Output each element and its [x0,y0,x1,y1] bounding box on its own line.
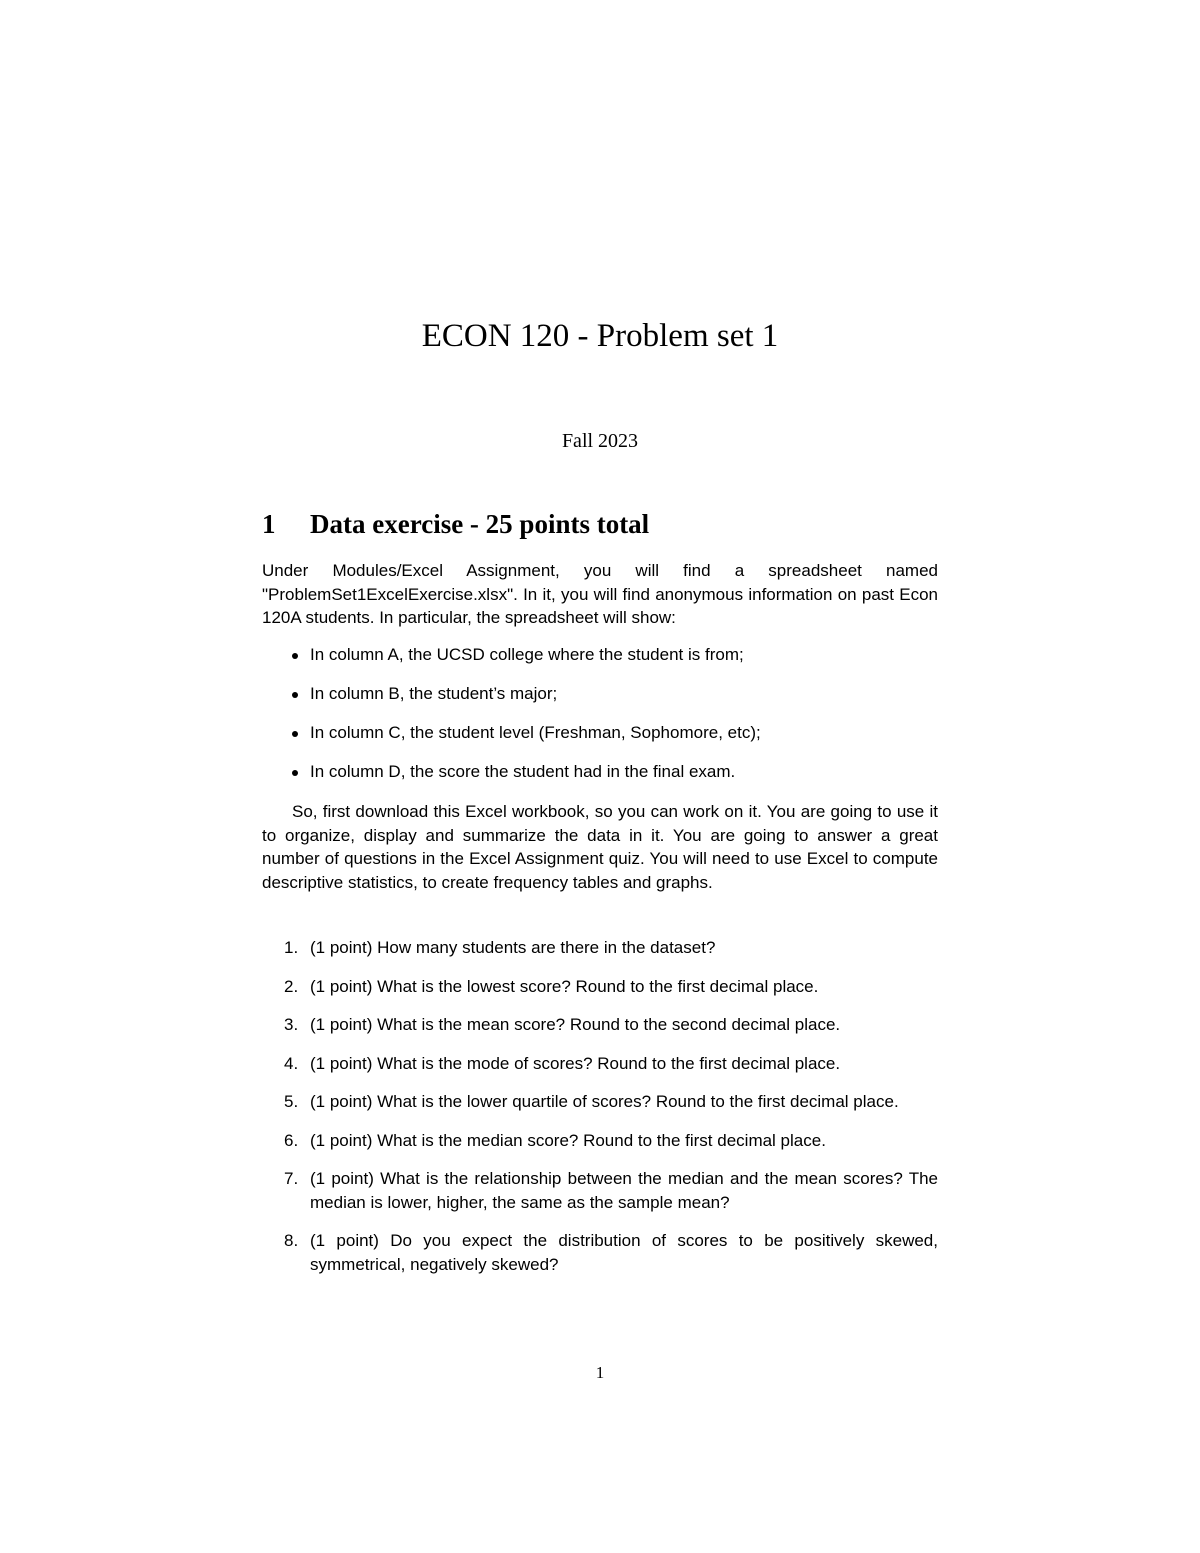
question-number: 2. [284,976,299,996]
instructions-paragraph: So, first download this Excel workbook, so you can work on it. You are going to use it to organize, display and summarize the data in it. You are going to answer a great number of questions in the Excel Assignment quiz. You will need to use Excel to compute descriptive statistics, to create frequency tables and graphs. [262,802,938,892]
document-date: Fall 2023 [561,430,639,452]
question-number: 3. [284,1015,299,1034]
question-item [262,1167,938,1214]
question-number: 6. [284,1130,299,1150]
question-text: (1 point) How many students are there in the dataset? [310,938,716,957]
question-text: (1 point) What is the lowest score? Round to the first decimal place. [310,976,819,996]
bullet-icon [292,770,298,776]
question-text: (1 point) What is the relationship between the median and the mean scores? The median is lower, higher, the same as the sample mean? [310,1169,938,1212]
question-number: 4. [284,1053,299,1073]
question-item [262,1090,938,1114]
question-list [262,936,938,1291]
list-item [288,760,938,799]
question-item [262,1013,938,1037]
bullet-icon [292,692,298,698]
question-item [262,936,938,960]
question-item [262,1052,938,1076]
bullet-text: In column B, the student’s major; [310,684,558,703]
question-number: 1. [284,938,299,957]
bullet-text: In column D, the score the student had in the final exam. [310,762,736,781]
question-text: (1 point) What is the mean score? Round to the second decimal place. [310,1015,841,1034]
page-number: 1 [595,1363,605,1382]
question-text: (1 point) What is the median score? Round to the first decimal place. [310,1130,826,1150]
bullet-icon [292,731,298,737]
intro-paragraph: Under Modules/Excel Assignment, you will find a spreadsheet named "ProblemSet1ExcelExercise.xlsx". In it, you will find anonymous information on past Econ 120A students. In particular, the spreadsheet will show: [262,561,938,627]
list-item [288,643,938,682]
question-number: 8. [284,1231,299,1250]
column-bullet-list [288,643,938,799]
list-item [288,721,938,760]
list-item [288,682,938,721]
bullet-text: In column A, the UCSD college where the student is from; [310,645,744,664]
question-number: 5. [284,1092,299,1111]
question-text: (1 point) What is the lower quartile of scores? Round to the first decimal place. [310,1092,899,1111]
section-number: 1 [262,509,276,539]
section-heading [262,506,649,542]
document-title: ECON 120 - Problem set 1 [421,318,779,354]
question-text: (1 point) Do you expect the distribution of scores to be positively skewed, symmetrical, negatively skewed? [310,1231,938,1274]
question-text: (1 point) What is the mode of scores? Round to the first decimal place. [310,1053,841,1073]
bullet-text: In column C, the student level (Freshman, Sophomore, etc); [310,723,761,742]
question-item [262,1229,938,1276]
bullet-icon [292,653,298,659]
question-item [262,975,938,999]
question-item [262,1129,938,1153]
question-number: 7. [284,1169,299,1188]
section-title: Data exercise - 25 points total [310,509,650,539]
